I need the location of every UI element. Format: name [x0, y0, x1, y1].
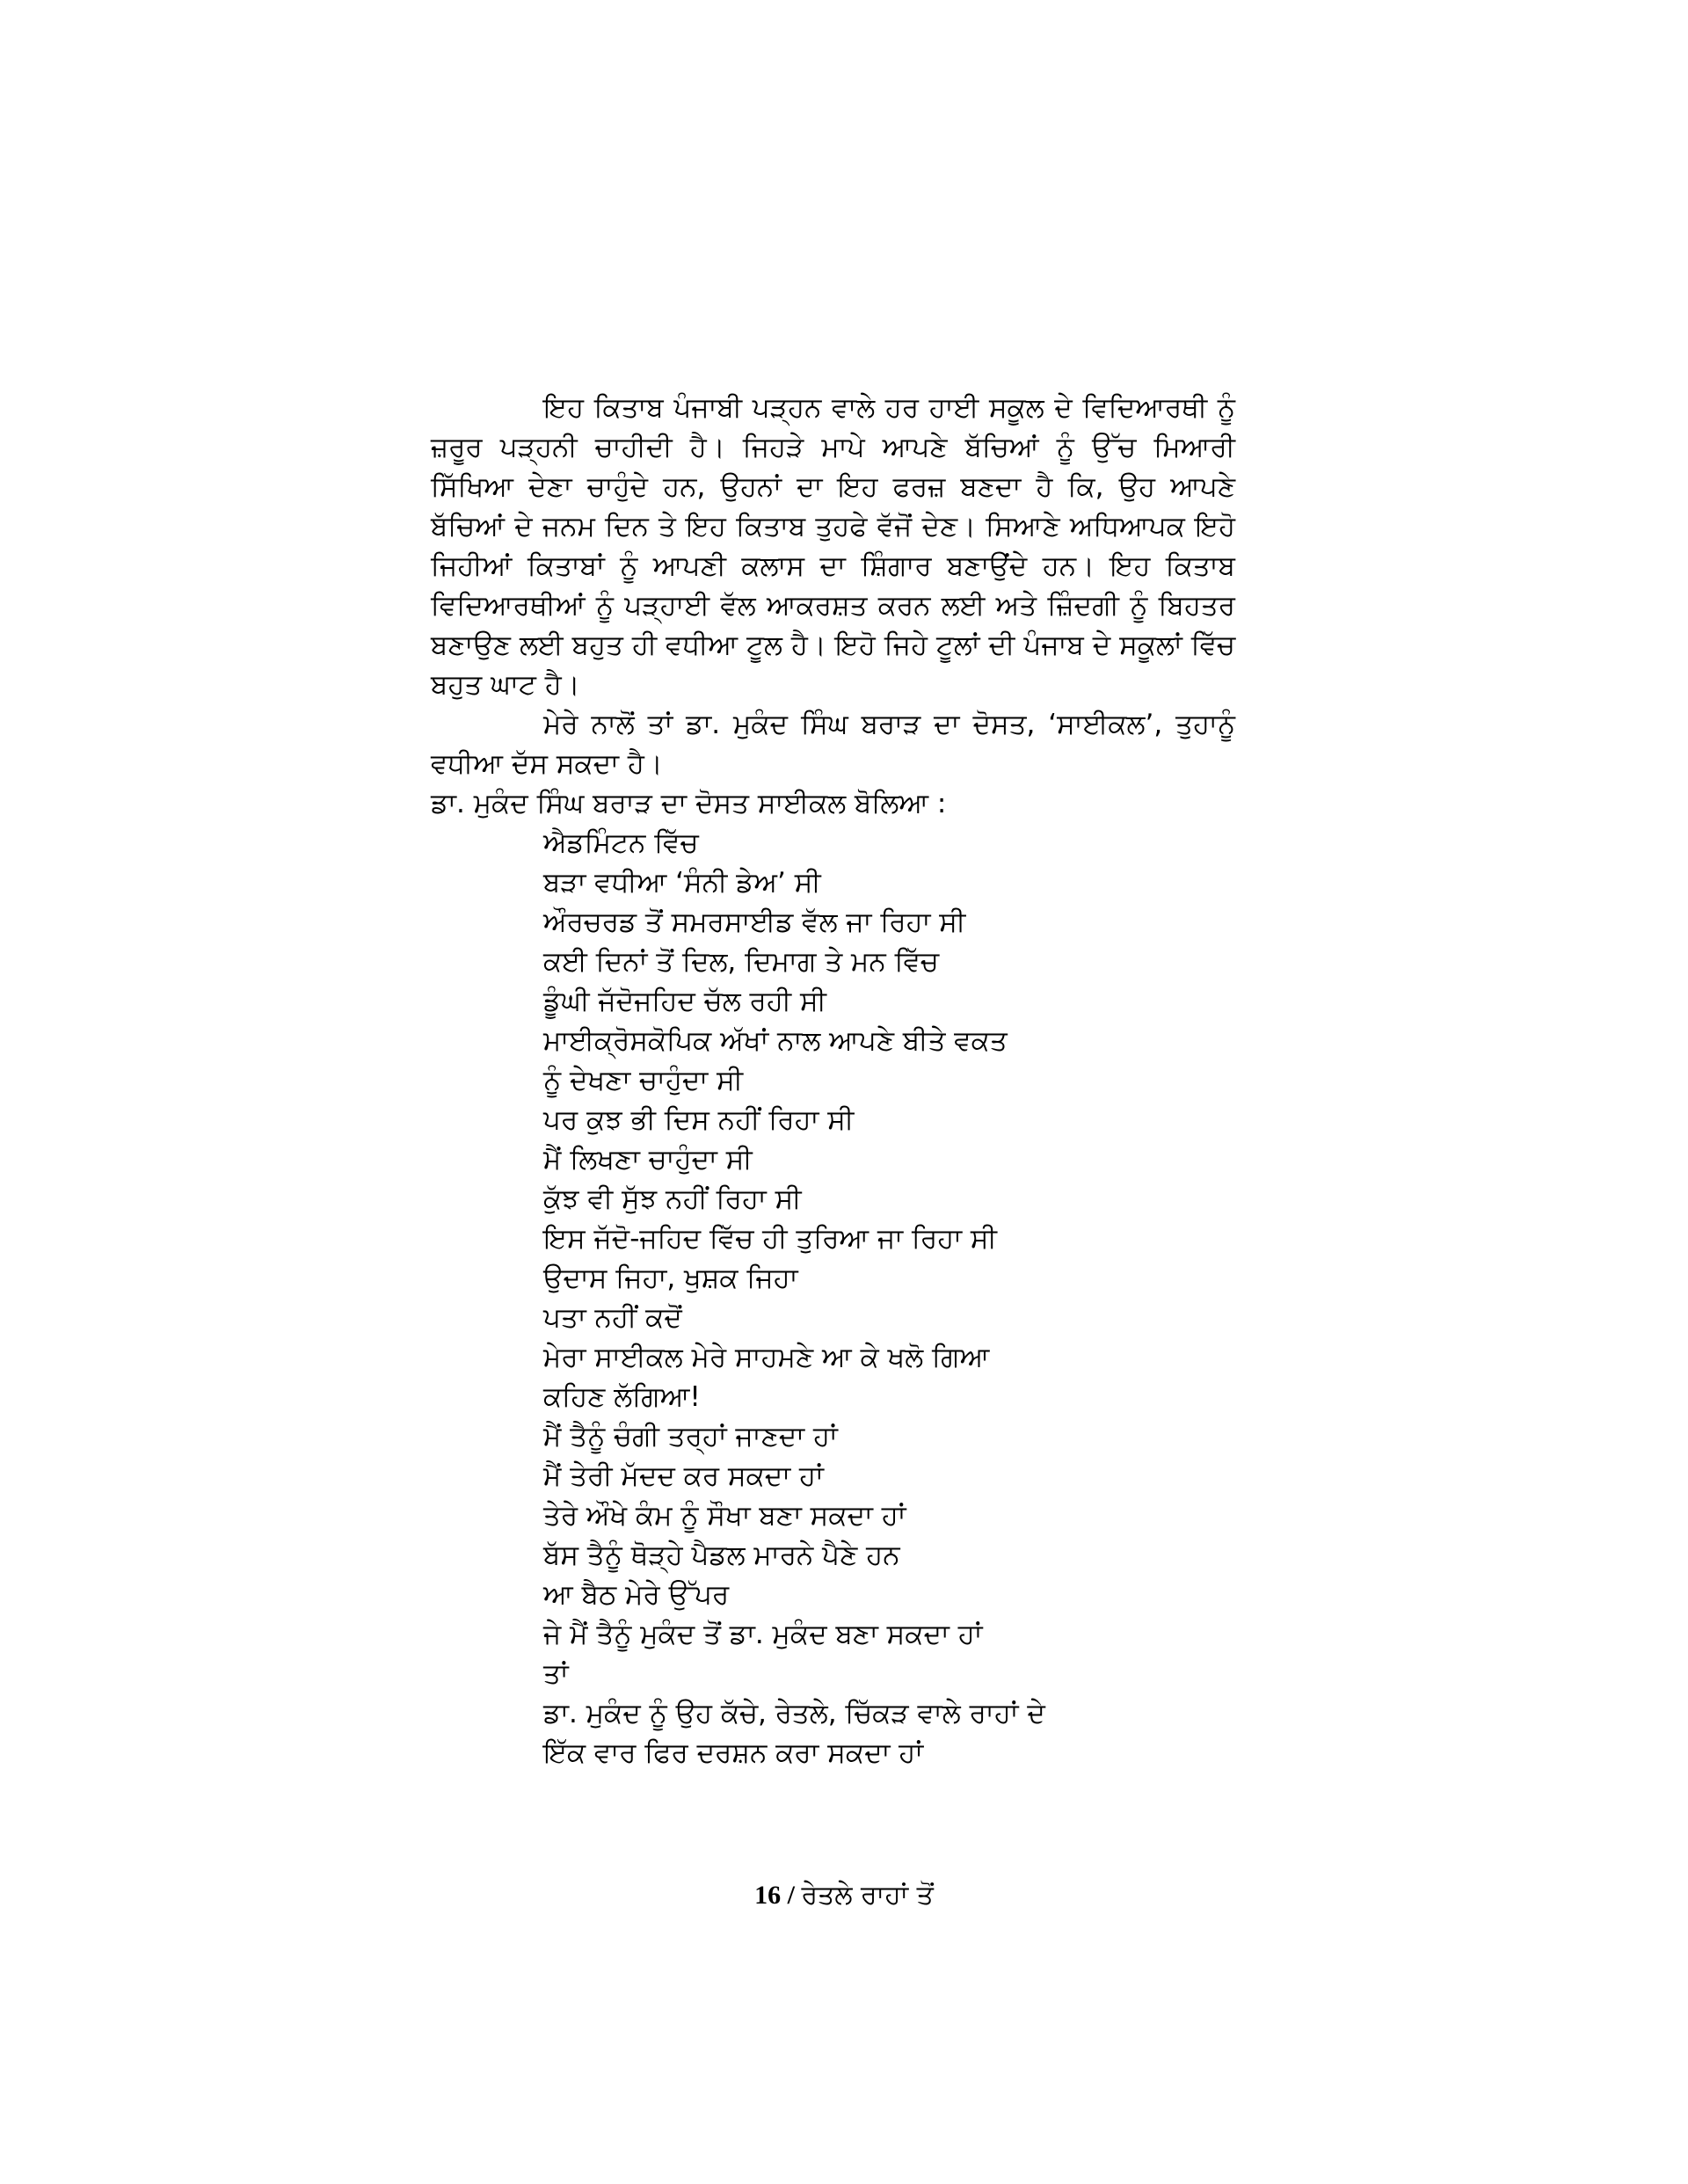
poem-line: ਐਡਮਿੰਟਨ ਵਿੱਚ	[543, 827, 699, 859]
poem	[431, 824, 1235, 1773]
poem-line: ਬੜਾ ਵਧੀਆ ‘ਸੰਨੀ ਡੇਅ’ ਸੀ	[543, 867, 821, 899]
paragraph: ਮੇਰੇ ਨਾਲੋਂ ਤਾਂ ਡਾ. ਮੁਕੰਦ ਸਿੰਘ ਬਰਾੜ ਦਾ ਦੋਸਤ, ‘ਸਾਈਕਲ’, ਤੁਹਾਨੂੰ ਵਧੀਆ ਦੱਸ ਸਕਦਾ ਹੈ।	[431, 709, 1235, 780]
poem-line: ਉਦਾਸ ਜਿਹਾ, ਖੁਸ਼ਕ ਜਿਹਾ	[543, 1263, 798, 1294]
poem-line: ਇਸ ਜੱਦੋ-ਜਹਿਦ ਵਿੱਚ ਹੀ ਤੁਰਿਆ ਜਾ ਰਿਹਾ ਸੀ	[543, 1223, 997, 1255]
poem-line: ਆ ਬੈਠ ਮੇਰੇ ਉੱਪਰ	[543, 1579, 730, 1611]
poem-line: ਜੇ ਮੈਂ ਤੈਨੂੰ ਮੁਕੰਦ ਤੋਂ ਡਾ. ਮੁਕੰਦ ਬਣਾ ਸਕਦਾ ਹਾਂ	[543, 1619, 983, 1650]
poem-line: ਬੱਸ ਤੈਨੂੰ ਥੋੜ੍ਹੇ ਪੈਡਲ ਮਾਰਨੇ ਪੈਣੇ ਹਨ	[543, 1540, 900, 1571]
poem-line: ਇੱਕ ਵਾਰ ਫਿਰ ਦਰਸ਼ਨ ਕਰਾ ਸਕਦਾ ਹਾਂ	[543, 1737, 924, 1769]
page-number: 16	[754, 1881, 782, 1910]
prose-section	[431, 389, 1235, 784]
poem-line: ਮੇਰਾ ਸਾਈਕਲ ਮੇਰੇ ਸਾਹਮਣੇ ਆ ਕੇ ਖਲੋ ਗਿਆ	[543, 1342, 990, 1373]
poem-line: ਕਹਿਣ ਲੱਗਿਆ!	[543, 1381, 701, 1413]
poem-line: ਡੂੰਘੀ ਜੱਦੋਜਹਿਦ ਚੱਲ ਰਹੀ ਸੀ	[543, 986, 826, 1017]
poem-line: ਮਾਈਕ੍ਰੋਸਕੋਪਿਕ ਅੱਖਾਂ ਨਾਲ ਆਪਣੇ ਬੀਤੇ ਵਕਤ	[543, 1025, 1008, 1057]
poem-line: ਡਾ. ਮੁਕੰਦ ਨੂੰ ਉਹ ਕੱਚੇ, ਰੇਤਲੇ, ਚਿੱਕੜ ਵਾਲੇ ਰਾਹਾਂ ਦੇ	[543, 1698, 1045, 1729]
page-body	[431, 389, 1235, 1773]
page-footer	[0, 1878, 1688, 1913]
poem-line: ਕਈ ਦਿਨਾਂ ਤੋਂ ਦਿਲ, ਦਿਮਾਗ ਤੇ ਮਨ ਵਿੱਚ	[543, 946, 939, 978]
poem-line: ਮੈਂ ਲਿਖਣਾ ਚਾਹੁੰਦਾ ਸੀ	[543, 1144, 753, 1176]
poem-line: ਨੂੰ ਦੇਖਣਾ ਚਾਹੁੰਦਾ ਸੀ	[543, 1065, 744, 1096]
poem-line: ਔਰਚਰਡ ਤੋਂ ਸਮਰਸਾਈਡ ਵੱਲ ਜਾ ਰਿਹਾ ਸੀ	[543, 906, 966, 938]
footer-separator: /	[781, 1881, 802, 1910]
poem-line: ਪਤਾ ਨਹੀਂ ਕਦੋਂ	[543, 1302, 682, 1334]
poem-line: ਮੈਂ ਤੇਰੀ ਮੱਦਦ ਕਰ ਸਕਦਾ ਹਾਂ	[543, 1460, 824, 1492]
poem-line: ਕੁੱਝ ਵੀ ਸੁੱਝ ਨਹੀਂ ਰਿਹਾ ਸੀ	[543, 1183, 802, 1215]
poem-line: ਤੇਰੇ ਔਖੇ ਕੰਮ ਨੂੰ ਸੌਖਾ ਬਣਾ ਸਕਦਾ ਹਾਂ	[543, 1500, 906, 1532]
poem-intro: ਡਾ. ਮੁਕੰਦ ਸਿੰਘ ਬਰਾੜ ਦਾ ਦੋਸਤ ਸਾਈਕਲ ਬੋਲਿਆ :	[431, 788, 947, 819]
poem-line: ਪਰ ਕੁਝ ਭੀ ਦਿਸ ਨਹੀਂ ਰਿਹਾ ਸੀ	[543, 1104, 855, 1136]
poem-line: ਮੈਂ ਤੈਨੂੰ ਚੰਗੀ ਤਰ੍ਹਾਂ ਜਾਣਦਾ ਹਾਂ	[543, 1421, 838, 1452]
paragraph: ਇਹ ਕਿਤਾਬ ਪੰਜਾਬੀ ਪੜ੍ਹਨ ਵਾਲੇ ਹਰ ਹਾਈ ਸਕੂਲ ਦੇ ਵਿਦਿਆਰਥੀ ਨੂੰ ਜ਼ਰੂਰ ਪੜ੍ਹਨੀ ਚਾਹੀਦੀ ਹੈ। ਜਿਹੜੇ ਮਾਪੇ ਆਪਣੇ ਬੱਚਿਆਂ ਨੂੰ ਉੱਚ ਮਿਆਰੀ ਸਿੱਖਿਆ ਦੇਣਾ ਚਾਹੁੰਦੇ ਹਨ, ਉਹਨਾਂ ਦਾ ਇਹ ਫਰਜ਼ ਬਣਦਾ ਹੈ ਕਿ, ਉਹ ਆਪਣੇ ਬੱਚਿਆਂ ਦੇ ਜਨਮ ਦਿਨ ਤੇ ਇਹ ਕਿਤਾਬ ਤੁਹਫੇ ਵੱਜੋਂ ਦੇਣ। ਸਿਆਣੇ ਅਧਿਆਪਕ ਇਹੋ ਜਿਹੀਆਂ ਕਿਤਾਬਾਂ ਨੂੰ ਆਪਣੀ ਕਲਾਸ ਦਾ ਸ਼ਿੰਗਾਰ ਬਣਾਉਂਦੇ ਹਨ। ਇਹ ਕਿਤਾਬ ਵਿਦਿਆਰਥੀਆਂ ਨੂੰ ਪੜ੍ਹਾਈ ਵੱਲ ਆਕਰਸ਼ਤ ਕਰਨ ਲਈ ਅਤੇ ਜ਼ਿੰਦਗੀ ਨੂੰ ਬਿਹਤਰ ਬਣਾਉਣ ਲਈ ਬਹੁਤ ਹੀ ਵਧੀਆ ਟੂਲ ਹੈ। ਇਹੋ ਜਿਹੇ ਟੂਲਾਂ ਦੀ ਪੰਜਾਬ ਦੇ ਸਕੂਲਾਂ ਵਿੱਚ ਬਹੁਤ ਘਾਟ ਹੈ।	[431, 392, 1235, 701]
poem-line: ਤਾਂ	[543, 1658, 569, 1690]
running-title: ਰੇਤਲੇ ਰਾਹਾਂ ਤੋਂ	[801, 1880, 934, 1911]
